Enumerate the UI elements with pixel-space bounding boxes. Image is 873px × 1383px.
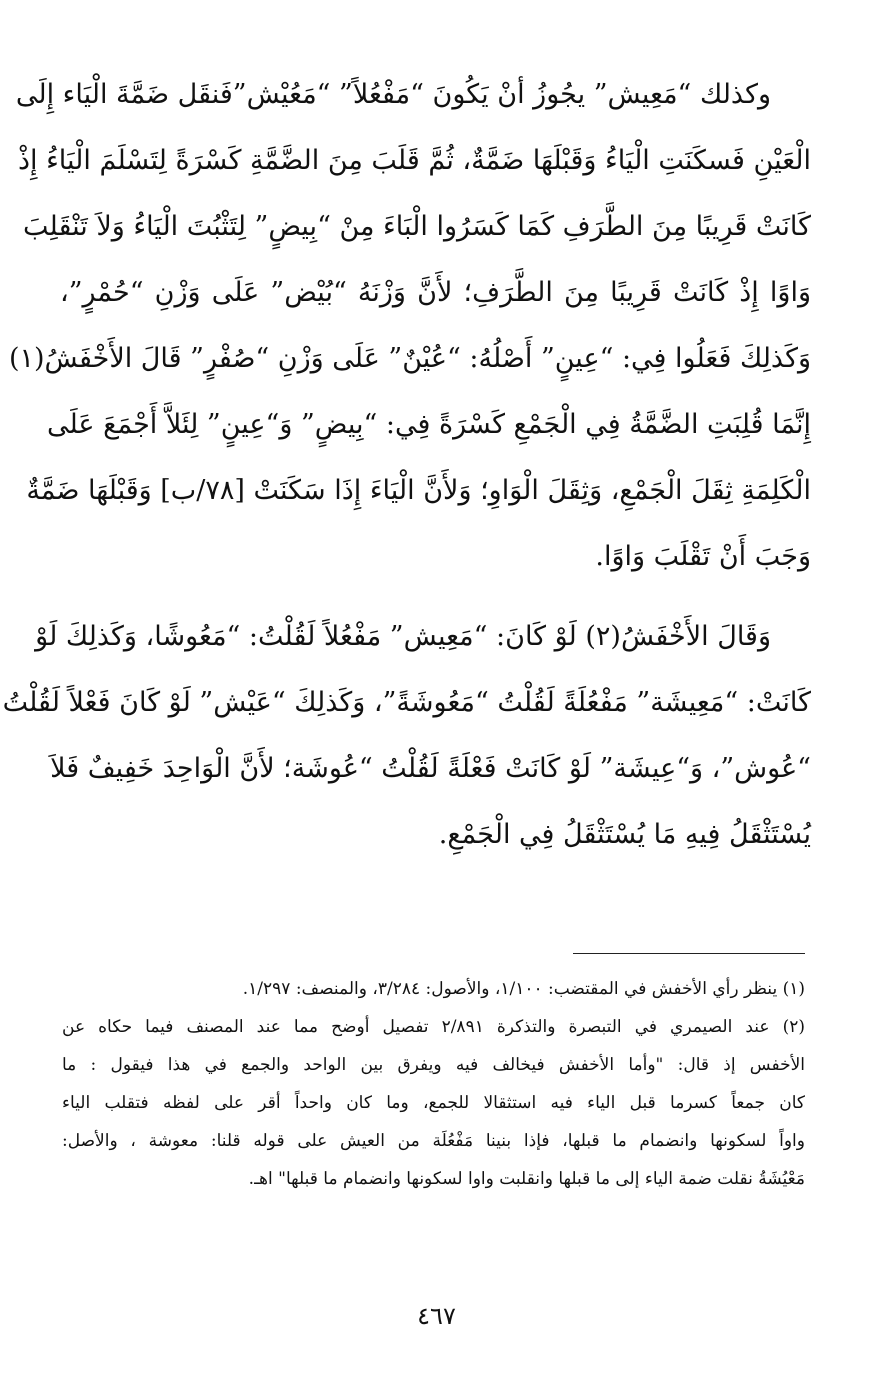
text-line: وَكَذلِكَ فَعَلُوا فِي: “عِينٍ” أَصْلُهُ: “عُيْنٌ” عَلَى وَزْنِ “صُفْرٍ” قَالَ الأَخْفَشُ(١) bbox=[8, 343, 811, 374]
footnotes bbox=[62, 970, 805, 1198]
footnote-1: (١) ينظر رأي الأخفش في المقتضب: ١/١٠٠، والأصول: ٣/٢٨٤، والمنصف: ١/٢٩٧. bbox=[242, 979, 805, 999]
text-line: وكذلك “مَعِيش” يجُوزُ أنْ يَكُونَ “مَفْعُلاً” “مَعُيْش”فَنقَل ضَمَّةَ الْيَاء إِلَى bbox=[15, 79, 771, 110]
text-line: كَانَتْ قَرِيبًا مِنَ الطَّرَفِ كَمَا كَسَرُوا الْبَاءَ مِنْ “بِيضٍ” لِتَثْبُتَ الْيَاءُ وَلاَ تَنْقَلِبَ bbox=[23, 211, 811, 242]
footnote-line: مَعْيُشَةُ نقلت ضمة الياء إلى ما قبلها وانقلبت واوا لسكونها وانضمام ما قبلها" اهـ. bbox=[248, 1169, 805, 1189]
text-line: وَجَبَ أَنْ تَقْلَبَ وَاوًا. bbox=[595, 541, 811, 572]
text-line: إِنَّمَا قُلِبَتِ الضَّمَّةُ فِي الْجَمْعِ كَسْرَةً فِي: “بِيضٍ” وَ“عِينٍ” لِئَلاَّ أَجْمَعَ عَلَى bbox=[46, 409, 811, 440]
text-line: وَاوًا إِذْ كَانَتْ قَرِيبًا مِنَ الطَّرَفِ؛ لأَنَّ وَزْنَهُ “بُيْض” عَلَى وَزْنِ “حُمْرٍ”، bbox=[60, 277, 811, 308]
footnote-line: (٢) عند الصيمري في التبصرة والتذكرة ٢/٨٩١ تفصيل أوضح مما عند المصنف فيما حكاه عن bbox=[62, 1017, 806, 1037]
paragraph-gap bbox=[60, 590, 811, 604]
text-line: كَانَتْ: “مَعِيشَة” مَفْعُلَةً لَقُلْتُ “مَعُوشَةً”، وَكَذلِكَ “عَيْش” لَوْ كَانَ فَعْلاً لَقُلْتُ bbox=[2, 687, 811, 718]
footnote-separator bbox=[573, 953, 805, 954]
text-line: الْكَلِمَةِ ثِقَلَ الْجَمْعِ، وَثِقَلَ الْوَاوِ؛ وَلأَنَّ الْيَاءَ إِذَا سَكَنَتْ [٧٨/ب] وَقَبْلَهَا ضَمَّةٌ bbox=[26, 475, 811, 506]
text-line: “عُوش”، وَ“عِيشَة” لَوْ كَانَتْ فَعْلَةً لَقُلْتُ “عُوشَة؛ لأَنَّ الْوَاحِدَ خَفِيفٌ فَلاَ bbox=[50, 753, 811, 784]
text-line: وَقَالَ الأَخْفَشُ(٢) لَوْ كَانَ: “مَعِيش” مَفْعُلاً لَقُلْتُ: “مَعُوشًا، وَكَذلِكَ لَوْ bbox=[35, 621, 771, 652]
footnote-line: واواً لسكونها وانضمام ما قبلها، فإذا بنينا مَفْعُلَة من العيش على قوله قلنا: معوشة ، والأصل: bbox=[62, 1131, 805, 1151]
footnote-line: كان جمعاً كسرما قبل الياء فيه استثقالا للجمع، وما كان واحداً أقر على لفظه فتقلب الياء bbox=[62, 1093, 805, 1113]
text-line: الْعَيْنِ فَسكَنَتِ الْيَاءُ وَقَبْلَهَا ضَمَّةٌ، ثُمَّ قَلَبَ مِنَ الضَّمَّةِ كَسْرَةً لِتَسْلَمَ الْيَاءُ إِذْ bbox=[18, 145, 811, 176]
footnote-line: الأخفس إذ قال: "وأما الأخفش فيخالف فيه ويفرق بين الواحد والجمع في هذا فيقول : ما bbox=[62, 1055, 805, 1075]
page-number: ٤٦٧ bbox=[417, 1302, 456, 1330]
main-text bbox=[2, 62, 811, 868]
footnote-2 bbox=[62, 1008, 805, 1198]
paragraph-1 bbox=[8, 62, 811, 590]
paragraph-2 bbox=[2, 604, 811, 868]
text-line: يُسْتَثْقَلُ فِيهِ مَا يُسْتَثْقَلُ فِي الْجَمْعِ. bbox=[438, 819, 811, 850]
